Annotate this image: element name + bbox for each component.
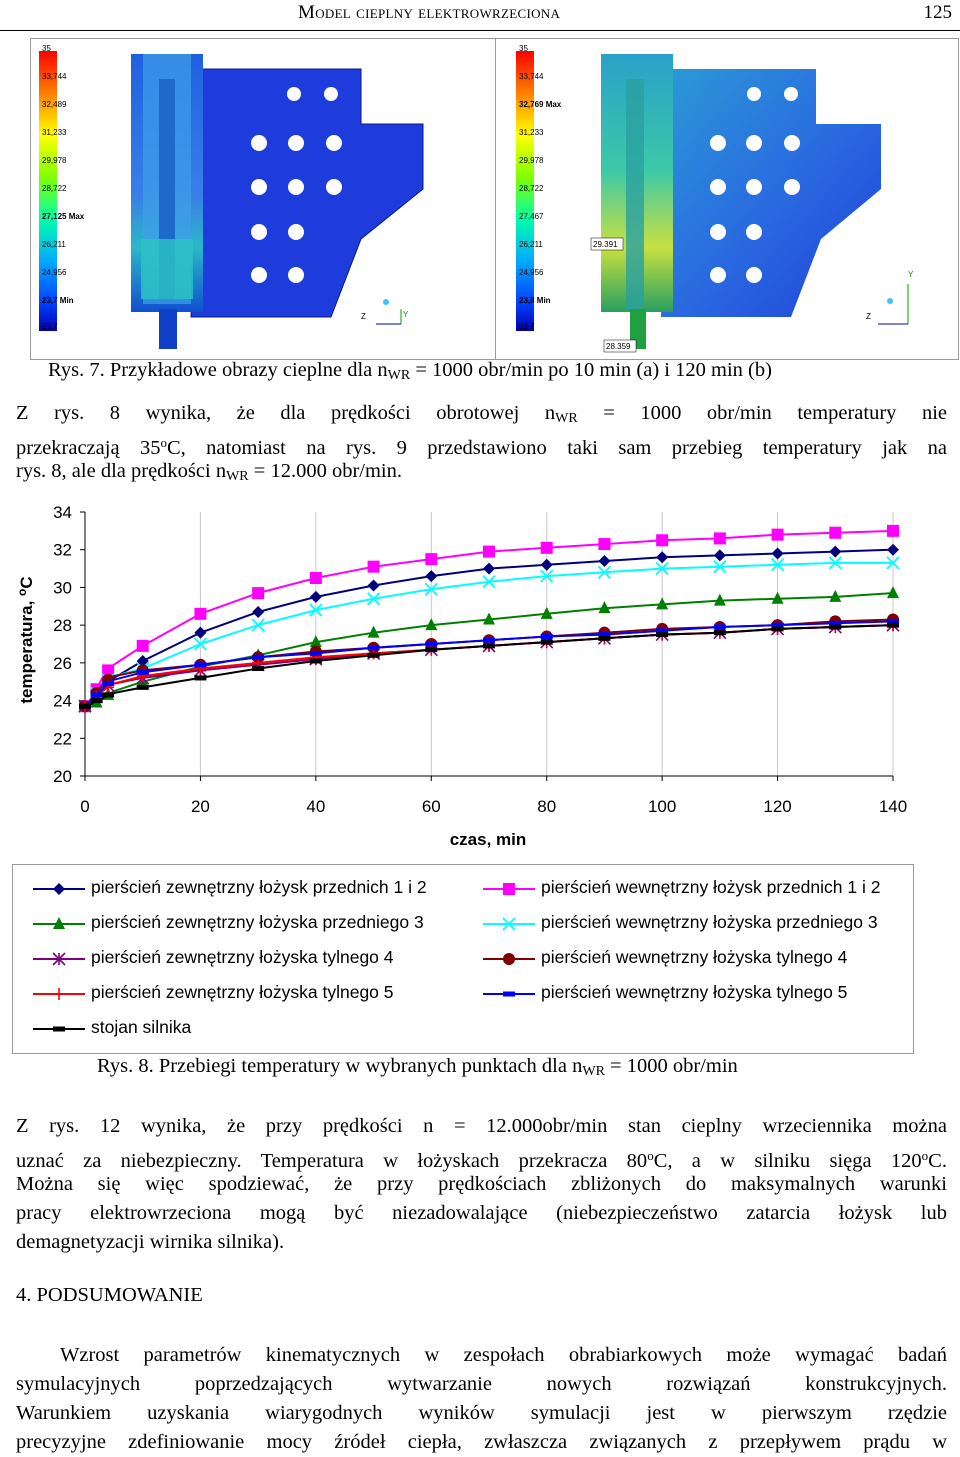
probe-label-1: 29.391 <box>593 240 618 249</box>
data-point <box>310 572 322 584</box>
data-point <box>714 532 726 544</box>
scale-label-b: 26,211 <box>519 240 543 249</box>
legend-marker <box>503 992 515 997</box>
data-point <box>310 658 322 663</box>
data-point <box>714 549 726 561</box>
x-tick-label: 80 <box>537 797 557 816</box>
data-point <box>194 675 206 680</box>
data-point <box>887 586 899 598</box>
legend-label: pierścień zewnętrzny łożyska tylnego 5 <box>91 982 394 1002</box>
page-number: 125 <box>923 2 952 23</box>
data-point <box>656 534 668 546</box>
scale-label-b: 31,233 <box>519 128 544 137</box>
data-point <box>252 606 264 618</box>
data-point <box>714 625 726 630</box>
x-tick-label: 140 <box>878 797 908 816</box>
data-point <box>714 630 726 635</box>
housing-plate <box>191 69 423 317</box>
svg-text:Z: Z <box>361 312 366 321</box>
legend-swatch <box>31 915 87 933</box>
legend-swatch <box>481 950 537 968</box>
y-tick-label: 30 <box>53 578 72 598</box>
data-point <box>483 638 495 643</box>
scale-label-a: 23,7 <box>42 322 58 331</box>
scale-label-a: 31,233 <box>42 128 67 137</box>
data-point <box>368 653 380 658</box>
data-point <box>656 551 668 563</box>
scale-label-b: 24,956 <box>519 268 544 277</box>
data-point <box>541 542 553 554</box>
svg-text:Y: Y <box>908 270 914 279</box>
x-tick-label: 100 <box>647 797 677 816</box>
x-axis-label: czas, min <box>449 830 527 849</box>
legend-marker <box>53 1027 65 1032</box>
scale-label-a: 27,125 Max <box>42 212 85 221</box>
data-point <box>656 632 668 637</box>
y-tick-label: 20 <box>53 767 72 786</box>
scale-label-a: 28,722 <box>42 184 67 193</box>
data-point <box>425 642 437 647</box>
data-point <box>137 685 149 690</box>
data-point <box>310 591 322 603</box>
thermal-panel-a <box>31 39 494 359</box>
y-tick-label: 34 <box>53 503 72 522</box>
legend-marker <box>503 883 515 895</box>
scale-label-a: 23,7 Min <box>42 296 74 305</box>
scale-label-a: 24,956 <box>42 268 67 277</box>
legend-label: pierścień wewnętrzny łożyska przedniego 3 <box>541 912 878 932</box>
scale-label-b: 29,978 <box>519 156 544 165</box>
scale-label-b: 33,744 <box>519 72 544 81</box>
data-point <box>541 559 553 571</box>
x-tick-label: 0 <box>80 797 90 816</box>
thermal-image-a <box>31 39 494 359</box>
data-point <box>887 525 899 537</box>
data-point <box>887 623 899 628</box>
data-point <box>194 662 206 667</box>
legend-label: pierścień zewnętrzny łożyska przedniego 3 <box>91 912 424 932</box>
legend-marker <box>503 953 515 965</box>
x-tick-label: 20 <box>190 797 210 816</box>
svg-text:Z: Z <box>866 312 871 321</box>
legend-label: pierścień wewnętrzny łożysk przednich 1 i 2 <box>541 877 881 897</box>
chart-svg <box>0 490 960 860</box>
housing-plate <box>661 69 881 317</box>
figure8-caption: Rys. 8. Przebiegi temperatury w wybranych punktach dla $n_{WR} = 1000$ obr/min <box>97 1055 738 1079</box>
data-point <box>829 546 841 558</box>
scale-label-b: 23,8 Min <box>519 296 551 305</box>
temperature-chart <box>0 490 960 860</box>
scale-label-a: 29,978 <box>42 156 67 165</box>
data-point <box>772 547 784 559</box>
legend-label: stojan silnika <box>91 1017 192 1037</box>
legend-marker <box>53 988 65 1000</box>
x-tick-label: 120 <box>763 797 792 816</box>
data-point <box>598 636 610 641</box>
data-point <box>772 626 784 631</box>
legend-label: pierścień zewnętrzny łożyska tylnego 4 <box>91 947 394 967</box>
data-point <box>310 651 322 656</box>
data-point <box>91 698 103 703</box>
legend-swatch <box>481 985 537 1003</box>
data-point <box>541 634 553 639</box>
data-point <box>483 546 495 558</box>
data-point <box>772 529 784 541</box>
data-point <box>252 587 264 599</box>
legend-label: pierścień wewnętrzny łożyska tylnego 4 <box>541 947 848 967</box>
data-point <box>102 681 114 686</box>
thermal-images-figure <box>30 38 959 360</box>
legend-swatch <box>31 1020 87 1038</box>
y-tick-label: 26 <box>53 653 72 673</box>
x-tick-label: 40 <box>306 797 326 816</box>
data-point <box>79 704 91 709</box>
y-tick-label: 32 <box>53 540 72 560</box>
paragraph-2: Z rys. 12 wynika, że przy prędkości n = 12.000obr/min stan cieplny wrzeciennika można uznać za niebezpieczny. Temperatura w łożyskach przekracza 80$^o$C, a w silniku sięga 120$^o$C. Można się więc spodziewać, że przy prędkościach zbliżonych do maksymalnych warunki pracy elektrowrzeciona mogą być niezadowalające (niebezpieczeństwo zatarcia łożysk lub demagnetyzacji wirnika silnika). <box>16 1115 947 1253</box>
data-point <box>425 647 437 652</box>
running-title: Model cieplny elektrowrzeciona <box>298 2 561 23</box>
data-point <box>368 645 380 650</box>
thermal-panel-b <box>495 39 959 359</box>
legend-swatch <box>481 880 537 898</box>
data-point <box>425 570 437 582</box>
scale-label-b: 28,722 <box>519 184 544 193</box>
y-tick-label: 24 <box>53 691 72 711</box>
data-point <box>137 670 149 675</box>
data-point <box>483 643 495 648</box>
scale-label-a: 35 <box>42 44 51 53</box>
data-point <box>541 640 553 645</box>
legend-swatch <box>31 985 87 1003</box>
scale-label-a: 32,489 <box>42 100 67 109</box>
scale-label-b: 32,769 Max <box>519 100 562 109</box>
data-point <box>598 538 610 550</box>
data-point <box>598 555 610 567</box>
header-rule <box>0 30 960 31</box>
legend-marker <box>53 883 65 895</box>
data-point <box>368 580 380 592</box>
chart-legend <box>12 864 914 1054</box>
data-point <box>252 666 264 671</box>
data-point <box>483 563 495 575</box>
y-tick-label: 22 <box>53 729 72 749</box>
page-header <box>0 0 960 30</box>
paragraph-1: Z rys. 8 wynika, że dla prędkości obrotowej $n_{WR} = 1000$ obr/min temperatury nie przekraczają 35$^o$C, natomiast na rys. 9 przedstawiono taki sam przebieg temperatury jak na rys. 8, ale dla prędkości $n_{WR} = 12.000$ obr/min. <box>16 402 947 484</box>
data-point <box>194 608 206 620</box>
data-point <box>829 527 841 539</box>
paragraph-3: Wzrost parametrów kinematycznych w zespołach obrabiarkowych może wymagać badań symulacyjnych poprzedzających wytwarzanie nowych rozwiązań konstrukcyjnych. Warunkiem uzyskania wiarygodnych wyników symulacji jest w pierwszym rzędzie precyzyjne zdefiniowanie mocy źródeł ciepła, zwłaszcza związanych z przepływem prądu w <box>16 1344 947 1453</box>
legend-label: pierścień wewnętrzny łożyska tylnego 5 <box>541 982 848 1002</box>
x-tick-label: 60 <box>421 797 441 816</box>
data-point <box>252 655 264 660</box>
data-point <box>102 692 114 697</box>
figure7-caption: Rys. 7. Przykładowe obrazy cieplne dla $n_{WR} = 1000$ obr/min po 10 min (a) i 120 min (b) <box>48 359 772 383</box>
y-axis-label: temperatura, $^o$C <box>15 576 36 704</box>
data-point <box>194 627 206 639</box>
scale-label-b: 23,7 <box>519 322 535 331</box>
legend-swatch <box>31 950 87 968</box>
svg-text:Y: Y <box>403 310 409 319</box>
data-point <box>252 619 264 631</box>
legend-label: pierścień zewnętrzny łożysk przednich 1 i 2 <box>91 877 427 897</box>
scale-label-a: 26,211 <box>42 240 66 249</box>
scale-label-b: 27,467 <box>519 212 544 221</box>
data-point <box>368 561 380 573</box>
data-point <box>91 692 103 697</box>
legend-swatch <box>481 915 537 933</box>
probe-label-2: 28.359 <box>606 342 631 351</box>
thermal-image-b <box>496 39 959 359</box>
section-heading: 4. PODSUMOWANIE <box>16 1284 203 1306</box>
legend-swatch <box>31 880 87 898</box>
data-point <box>829 625 841 630</box>
data-point <box>425 553 437 565</box>
scale-label-a: 33,744 <box>42 72 67 81</box>
data-point <box>887 544 899 556</box>
y-tick-label: 28 <box>53 616 72 636</box>
data-point <box>137 640 149 652</box>
scale-label-b: 35 <box>519 44 528 53</box>
